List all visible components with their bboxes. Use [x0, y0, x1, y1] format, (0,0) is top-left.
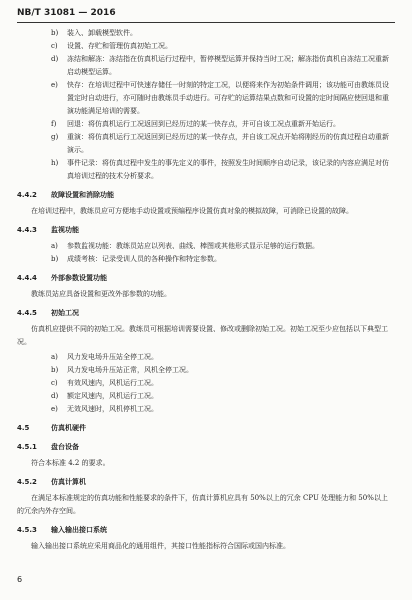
- list-text: 风力发电场升压站正常，风机全停工况。: [67, 366, 193, 374]
- list-marker: d): [51, 392, 59, 400]
- paragraph-panel-equipment: 符合本标准 4.2 的要求。: [31, 459, 110, 467]
- section-4-5-3: [17, 524, 394, 537]
- page-content: [17, 27, 394, 555]
- list-item: [51, 364, 394, 377]
- section-number: 4.4.4: [17, 274, 37, 282]
- list-item: [51, 377, 394, 390]
- section-4-5-2: [17, 476, 394, 489]
- list-text: 快存：在培训过程中可快速存储任一时刻的特定工况，以便将来作为初始条件调用；该功能可由教练员设置定时自动进行，亦可随时由教练员手动进行。可存贮的运算结果点数和可设置的定时间隔应使回退和重演功能满足培训的需要。: [67, 81, 389, 115]
- list-item: [51, 253, 394, 266]
- initial-conditions-list: [17, 351, 394, 416]
- function-list: [17, 27, 394, 183]
- standard-code-header: NB/T 31081 — 2016: [17, 8, 116, 18]
- list-item: [51, 118, 394, 131]
- section-title: 监视功能: [51, 226, 79, 234]
- paragraph-external-params: 教练员站应具备设置和更改外部参数的功能。: [31, 290, 171, 298]
- list-item: [51, 131, 394, 157]
- section-number: 4.4.2: [17, 191, 37, 199]
- list-marker: b): [51, 366, 59, 374]
- list-text: 回退：将仿真机运行工况返回到已经历过的某一快存点，并可自该工况点重新开始运行。: [67, 120, 340, 128]
- list-text: 额定风速内，风机运行工况。: [67, 392, 158, 400]
- list-marker: b): [51, 29, 59, 37]
- section-number: 4.4.3: [17, 226, 37, 234]
- list-text: 成绩考核：记录受训人员的各种操作和特定参数。: [67, 255, 221, 263]
- paragraph-initial-conditions: 仿真机应提供不同的初始工况。教练员可根据培训需要设置、修改或删除初始工况。初始工况至少应包括以下典型工况。: [17, 325, 388, 346]
- section-number: 4.5.2: [17, 478, 37, 486]
- section-title: 故障设置和消除功能: [51, 191, 114, 199]
- list-item: [51, 53, 394, 79]
- monitoring-list: [17, 240, 394, 266]
- list-text: 重演：将仿真机运行工况返回到已经历过的某一快存点，并自该工况点开始将刚经历的仿真过程自动重新演示。: [67, 133, 389, 154]
- paragraph-fault-setting: 在培训过程中，教练员应可方便地手动设置或预编程序设置仿真对象的模拟故障，可消除已设置的故障。: [31, 207, 353, 215]
- section-number: 4.5.3: [17, 526, 37, 534]
- list-marker: c): [51, 379, 58, 387]
- list-text: 冻结和解冻：冻结指在仿真机运行过程中，暂停模型运算并保持当时工况；解冻指仿真机自冻结工况重新启动模型运算。: [67, 55, 389, 76]
- list-marker: e): [51, 405, 58, 413]
- list-item: [51, 390, 394, 403]
- list-text: 装入、卸载模型软件。: [67, 29, 137, 37]
- list-marker: a): [51, 242, 58, 250]
- header-rule: [17, 22, 395, 23]
- list-text: 设置、存贮和管理仿真初始工况。: [67, 42, 172, 50]
- list-text: 事件记录：将仿真过程中发生的事先定义的事件，按照发生时间顺序自动记录，该记录的内容应满足对仿真培训过程的技术分析要求。: [67, 159, 389, 180]
- section-title: 外部参数设置功能: [51, 274, 107, 282]
- list-item: [51, 157, 394, 183]
- section-4-5-1: [17, 441, 394, 454]
- section-4-4-3: [17, 224, 394, 237]
- list-marker: b): [51, 255, 59, 263]
- section-title: 输入输出接口系统: [51, 526, 107, 534]
- list-marker: e): [51, 81, 58, 89]
- section-4-4-4: [17, 272, 394, 285]
- section-title: 初始工况: [51, 309, 79, 317]
- list-marker: f): [51, 120, 57, 128]
- section-4-4-2: [17, 189, 394, 202]
- section-number: 4.5.1: [17, 443, 37, 451]
- list-marker: a): [51, 353, 58, 361]
- section-number: 4.4.5: [17, 309, 37, 317]
- list-text: 参数监视功能：教练员站应以列表、曲线、棒图或其他形式显示足够的运行数据。: [67, 242, 319, 250]
- list-item: [51, 27, 394, 40]
- section-4-5: [17, 422, 394, 435]
- section-title: 仿真机硬件: [51, 424, 86, 432]
- list-text: 有效风速内，风机运行工况。: [67, 379, 158, 387]
- section-4-4-5: [17, 307, 394, 320]
- list-marker: d): [51, 55, 59, 63]
- list-text: 风力发电场升压站全停工况。: [67, 353, 158, 361]
- list-marker: g): [51, 133, 59, 141]
- paragraph-io-interface: 输入输出接口系统应采用商品化的通用组件，其接口性能指标符合国际或国内标准。: [31, 542, 290, 550]
- list-marker: c): [51, 42, 58, 50]
- section-title: 仿真计算机: [51, 478, 86, 486]
- list-item: [51, 79, 394, 118]
- list-item: [51, 240, 394, 253]
- list-text: 无效风速时，风机停机工况。: [67, 405, 158, 413]
- section-number: 4.5: [17, 424, 30, 432]
- page-number: 6: [17, 575, 23, 584]
- list-item: [51, 351, 394, 364]
- list-item: [51, 403, 394, 416]
- section-title: 盘台设备: [51, 443, 79, 451]
- list-item: [51, 40, 394, 53]
- list-marker: h): [51, 159, 59, 167]
- paragraph-simulation-computer: 在满足本标准规定的仿真功能和性能要求的条件下，仿真计算机应具有 50%以上的冗余 CPU 处理能力和 50%以上的冗余内外存空间。: [17, 494, 388, 515]
